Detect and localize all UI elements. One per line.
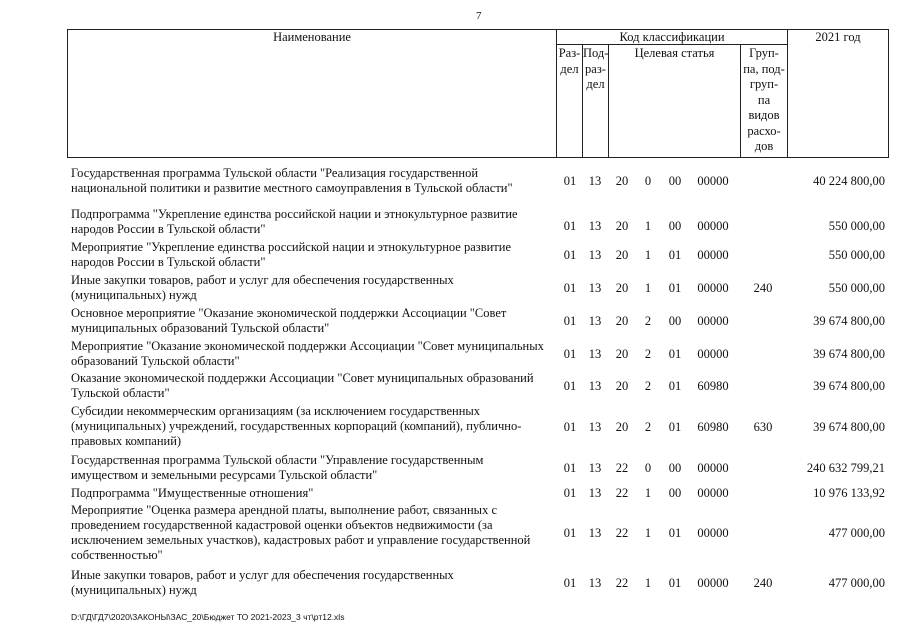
header-bottom-border [67, 157, 889, 158]
row-target-subprogram: 1 [644, 576, 652, 590]
table-row [0, 503, 905, 565]
row-target-program: 20 [615, 281, 629, 295]
row-subsection: 13 [588, 174, 602, 188]
row-target-program: 22 [615, 526, 629, 540]
row-section: 01 [563, 219, 577, 233]
header-divider-year [787, 29, 788, 158]
row-target-subprogram: 1 [644, 526, 652, 540]
row-target-subprogram: 0 [644, 174, 652, 188]
row-amount: 477 000,00 [828, 576, 885, 590]
row-target-subprogram: 2 [644, 379, 652, 393]
table-row [0, 404, 905, 450]
row-section: 01 [563, 461, 577, 475]
row-target-direction: 00000 [697, 281, 729, 295]
row-target-direction: 00000 [697, 347, 729, 361]
row-target-direction: 00000 [697, 248, 729, 262]
row-target-event: 01 [668, 347, 682, 361]
row-amount: 477 000,00 [828, 526, 885, 540]
row-subsection: 13 [588, 314, 602, 328]
header-left-border [67, 29, 68, 158]
row-section: 01 [563, 526, 577, 540]
row-expense-group: 240 [753, 281, 773, 295]
table-row [0, 486, 905, 503]
row-target-program: 20 [615, 420, 629, 434]
table-row [0, 568, 905, 598]
row-amount: 10 976 133,92 [813, 486, 885, 500]
row-section: 01 [563, 486, 577, 500]
row-target-subprogram: 1 [644, 219, 652, 233]
row-name: Мероприятие "Укрепление единства российской нации и этнокультурное развитие народов России в Тульской области" [71, 240, 511, 269]
row-amount: 240 632 799,21 [806, 461, 885, 475]
table-row [0, 306, 905, 336]
row-target-subprogram: 1 [644, 248, 652, 262]
row-subsection: 13 [588, 379, 602, 393]
row-subsection: 13 [588, 526, 602, 540]
table-row [0, 166, 905, 200]
row-section: 01 [563, 420, 577, 434]
row-section: 01 [563, 174, 577, 188]
row-target-direction: 00000 [697, 486, 729, 500]
row-name: Основное мероприятие "Оказание экономической поддержки Ассоциации "Совет муниципальных образований Тульской области" [71, 306, 507, 335]
row-amount: 550 000,00 [828, 248, 885, 262]
row-target-direction: 60980 [697, 420, 729, 434]
header-section: Раз- дел [558, 46, 581, 76]
row-target-subprogram: 1 [644, 486, 652, 500]
row-section: 01 [563, 281, 577, 295]
row-target-direction: 00000 [697, 461, 729, 475]
row-expense-group: 630 [753, 420, 773, 434]
row-target-program: 22 [615, 576, 629, 590]
row-target-program: 20 [615, 314, 629, 328]
row-target-subprogram: 2 [644, 347, 652, 361]
row-target-event: 01 [668, 420, 682, 434]
row-subsection: 13 [588, 347, 602, 361]
table-row [0, 207, 905, 237]
row-target-program: 20 [615, 174, 629, 188]
row-target-subprogram: 0 [644, 461, 652, 475]
row-subsection: 13 [588, 461, 602, 475]
row-subsection: 13 [588, 486, 602, 500]
row-target-program: 20 [615, 219, 629, 233]
header-subsection: Под- раз- дел [583, 46, 609, 91]
row-section: 01 [563, 576, 577, 590]
row-target-event: 00 [668, 174, 682, 188]
row-name: Мероприятие "Оказание экономической поддержки Ассоциации "Совет муниципальных образований Тульской области" [71, 339, 544, 368]
row-target-program: 22 [615, 486, 629, 500]
row-target-program: 22 [615, 461, 629, 475]
row-section: 01 [563, 248, 577, 262]
row-name: Государственная программа Тульской области "Реализация государственной национальной политики и развитие местного самоуправления в Тульской области" [71, 166, 513, 195]
row-name: Субсидии некоммерческим организациям (за исключением государственных (муниципальных) учреждений, государственных корпораций (компаний), публично-правовых компаний) [71, 404, 522, 448]
row-target-program: 20 [615, 379, 629, 393]
row-target-program: 20 [615, 347, 629, 361]
row-name: Иные закупки товаров, работ и услуг для обеспечения государственных (муниципальных) нужд [71, 568, 454, 597]
file-path-footer: D:\ГД\ГД7\2020\ЗАКОНЫ\ЗАС_20\Бюджет ТО 2021-2023_3 чт\рт12.xls [71, 612, 345, 622]
row-subsection: 13 [588, 420, 602, 434]
row-subsection: 13 [588, 576, 602, 590]
row-target-event: 01 [668, 281, 682, 295]
row-target-direction: 00000 [697, 576, 729, 590]
row-target-event: 01 [668, 576, 682, 590]
row-section: 01 [563, 347, 577, 361]
row-amount: 39 674 800,00 [813, 379, 885, 393]
row-target-event: 00 [668, 219, 682, 233]
row-target-event: 01 [668, 526, 682, 540]
row-target-subprogram: 2 [644, 420, 652, 434]
row-expense-group: 240 [753, 576, 773, 590]
table-row [0, 339, 905, 369]
row-target-event: 01 [668, 248, 682, 262]
table-row [0, 371, 905, 401]
row-subsection: 13 [588, 281, 602, 295]
row-section: 01 [563, 379, 577, 393]
row-target-event: 00 [668, 314, 682, 328]
row-target-direction: 60980 [697, 379, 729, 393]
header-expense-group: Груп- па, под- груп- па видов расхо- дов [743, 46, 785, 153]
table-row [0, 273, 905, 303]
header-target-article: Целевая статья [634, 46, 715, 60]
row-name: Мероприятие "Оценка размера арендной платы, выполнение работ, связанных с проведением государственной кадастровой оценки объектов недвижимости (за исключением земельных участков), кадастровых работ и управление государственной собственностью" [71, 503, 531, 562]
table-row [0, 453, 905, 483]
row-target-direction: 00000 [697, 219, 729, 233]
row-name: Государственная программа Тульской области "Управление государственным имуществом и земельными ресурсами Тульской области" [71, 453, 484, 482]
row-target-event: 00 [668, 461, 682, 475]
row-subsection: 13 [588, 219, 602, 233]
row-target-event: 01 [668, 379, 682, 393]
row-amount: 39 674 800,00 [813, 420, 885, 434]
row-subsection: 13 [588, 248, 602, 262]
row-amount: 550 000,00 [828, 281, 885, 295]
row-name: Иные закупки товаров, работ и услуг для обеспечения государственных (муниципальных) нужд [71, 273, 454, 302]
row-name: Оказание экономической поддержки Ассоциации "Совет муниципальных образований Тульской области" [71, 371, 534, 400]
row-name: Подпрограмма "Имущественные отношения" [71, 486, 314, 500]
row-amount: 550 000,00 [828, 219, 885, 233]
header-code-group: Код классификации [619, 30, 725, 44]
row-section: 01 [563, 314, 577, 328]
row-target-direction: 00000 [697, 174, 729, 188]
header-year: 2021 год [815, 30, 861, 44]
row-target-program: 20 [615, 248, 629, 262]
row-target-subprogram: 1 [644, 281, 652, 295]
header-right-border [888, 29, 889, 158]
row-amount: 40 224 800,00 [813, 174, 885, 188]
row-target-event: 00 [668, 486, 682, 500]
header-name: Наименование [273, 30, 351, 44]
table-row [0, 240, 905, 270]
page-number: 7 [476, 10, 482, 22]
row-name: Подпрограмма "Укрепление единства российской нации и этнокультурное развитие народов России в Тульской области" [71, 207, 518, 236]
row-amount: 39 674 800,00 [813, 314, 885, 328]
row-target-direction: 00000 [697, 314, 729, 328]
row-target-direction: 00000 [697, 526, 729, 540]
row-target-subprogram: 2 [644, 314, 652, 328]
row-amount: 39 674 800,00 [813, 347, 885, 361]
